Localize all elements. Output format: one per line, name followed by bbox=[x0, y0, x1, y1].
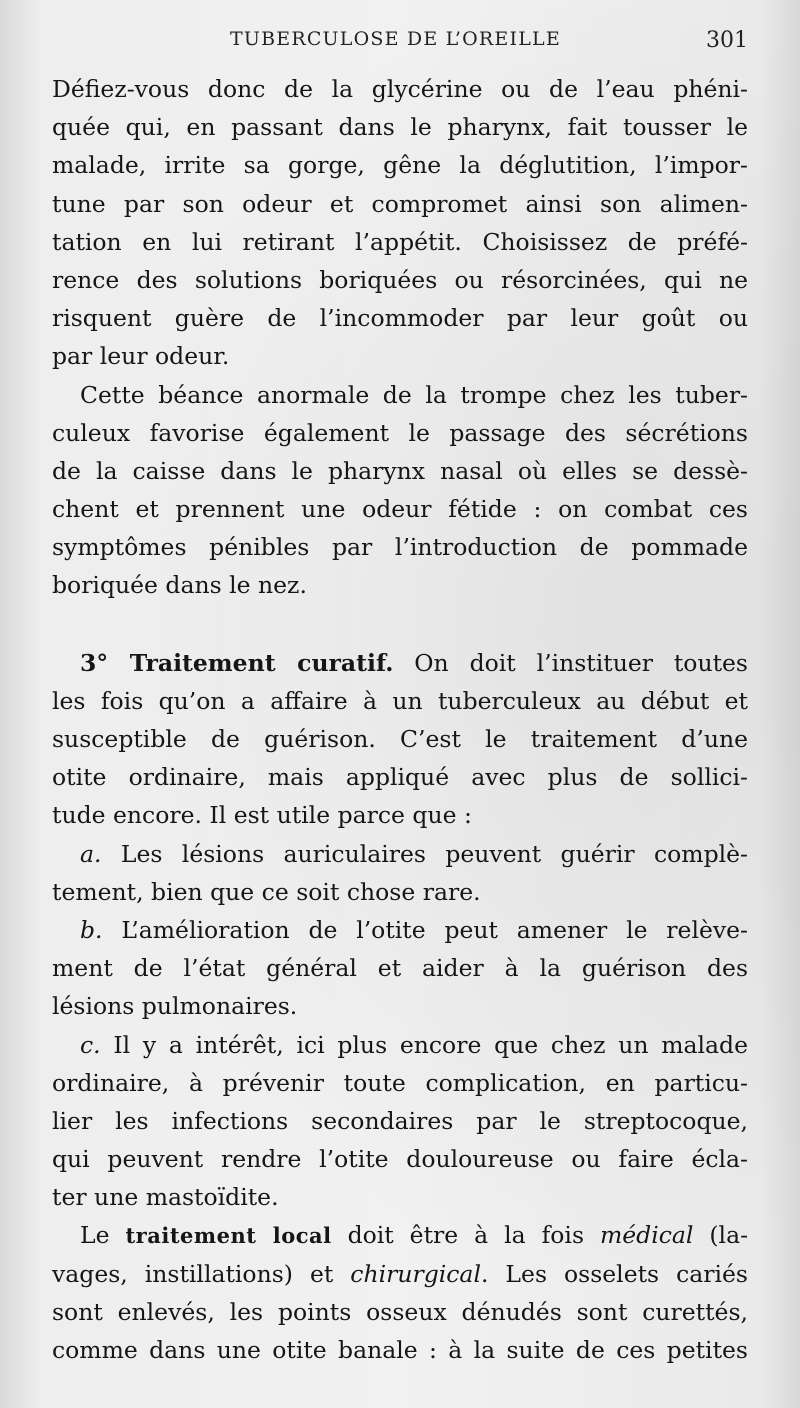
text-line: les fois qu’on a affaire à un tuberculeux au début et bbox=[52, 686, 748, 715]
text-line: Défiez-vous donc de la glycérine ou de l’eau phéni- bbox=[52, 75, 748, 103]
text-line: symptômes pénibles par l’introduction de pommade bbox=[52, 533, 748, 562]
text-line: rence des solutions boriquées ou résorcinées, qui ne bbox=[52, 265, 748, 294]
list-item-a bbox=[52, 835, 748, 873]
text-line: de la caisse dans le pharynx nasal où elles se dessè- bbox=[52, 456, 748, 485]
text-run: Les lésions auriculaires peuvent guérir complè- bbox=[101, 839, 748, 868]
running-head: TUBERCULOSE DE L’OREILLE bbox=[230, 28, 561, 50]
section-gap bbox=[52, 605, 748, 644]
text-line: ordinaire, à prévenir toute complication, en particu- bbox=[52, 1068, 748, 1097]
text-line: malade, irrite sa gorge, gêne la déglutition, l’impor- bbox=[52, 151, 748, 180]
list-item-b bbox=[52, 911, 748, 949]
text-line: boriquée dans le nez. bbox=[52, 571, 307, 600]
text-line: susceptible de guérison. C’est le traitement d’une bbox=[52, 725, 748, 753]
text-line: ment de l’état général et aider à la guérison des bbox=[52, 954, 748, 983]
emphasis-italic: médical bbox=[599, 1221, 694, 1250]
text-run: Il y a intérêt, ici plus encore que chez un malade bbox=[100, 1030, 748, 1059]
text-line: Cette béance anormale de la trompe chez les tuber- bbox=[80, 380, 748, 409]
text-run: L’amélioration de l’otite peut amener le relève- bbox=[102, 915, 748, 944]
text-line: culeux favorise également le passage des sécrétions bbox=[52, 418, 748, 447]
mixed-line bbox=[52, 1216, 748, 1254]
text-line: tation en lui retirant l’appétit. Choisissez de préfé- bbox=[52, 227, 748, 256]
text-line: chent et prennent une odeur fétide : on combat ces bbox=[52, 495, 748, 524]
list-item-c bbox=[52, 1026, 748, 1064]
emphasis-bold: traitement local bbox=[125, 1223, 332, 1249]
text-line: qui peuvent rendre l’otite douloureuse ou faire écla- bbox=[52, 1145, 748, 1174]
text-line: sont enlevés, les points osseux dénudés sont curettés, bbox=[52, 1297, 748, 1326]
text-line: lier les infections secondaires par le streptocoque, bbox=[52, 1106, 748, 1135]
text-run: vages, instillations) et bbox=[52, 1259, 351, 1288]
text-line: otite ordinaire, mais appliqué avec plus de sollici- bbox=[52, 763, 748, 792]
text-line: ter une mastoïdite. bbox=[52, 1183, 279, 1212]
text-line: par leur odeur. bbox=[52, 342, 230, 371]
section-heading-line bbox=[52, 644, 748, 682]
text-line: tude encore. Il est utile parce que : bbox=[52, 801, 472, 830]
item-marker: a. bbox=[80, 839, 102, 868]
text-run: On doit l’instituer toutes bbox=[393, 648, 748, 677]
text-line: lésions pulmonaires. bbox=[52, 992, 298, 1021]
text-run: (la- bbox=[693, 1221, 749, 1250]
text-run: doit être à la fois bbox=[331, 1221, 600, 1250]
text-line: comme dans une otite banale : à la suite de ces petites bbox=[52, 1336, 748, 1364]
section-heading: 3° Traitement curatif. bbox=[80, 648, 394, 677]
text-run: . Les osselets cariés bbox=[480, 1259, 748, 1288]
item-marker: c. bbox=[80, 1030, 101, 1059]
text-line: tement, bien que ce soit chose rare. bbox=[52, 877, 481, 906]
text-line: quée qui, en passant dans le pharynx, fait tousser le bbox=[52, 113, 748, 142]
text-line: tune par son odeur et compromet ainsi son alimen- bbox=[52, 189, 748, 218]
item-marker: b. bbox=[80, 915, 103, 944]
emphasis-italic: chirurgical bbox=[350, 1259, 481, 1288]
page-number: 301 bbox=[706, 28, 748, 53]
text-line: risquent guère de l’incommoder par leur goût ou bbox=[52, 304, 748, 333]
page-body bbox=[52, 70, 748, 1369]
mixed-line bbox=[52, 1255, 748, 1293]
text-run: Le bbox=[80, 1221, 126, 1250]
